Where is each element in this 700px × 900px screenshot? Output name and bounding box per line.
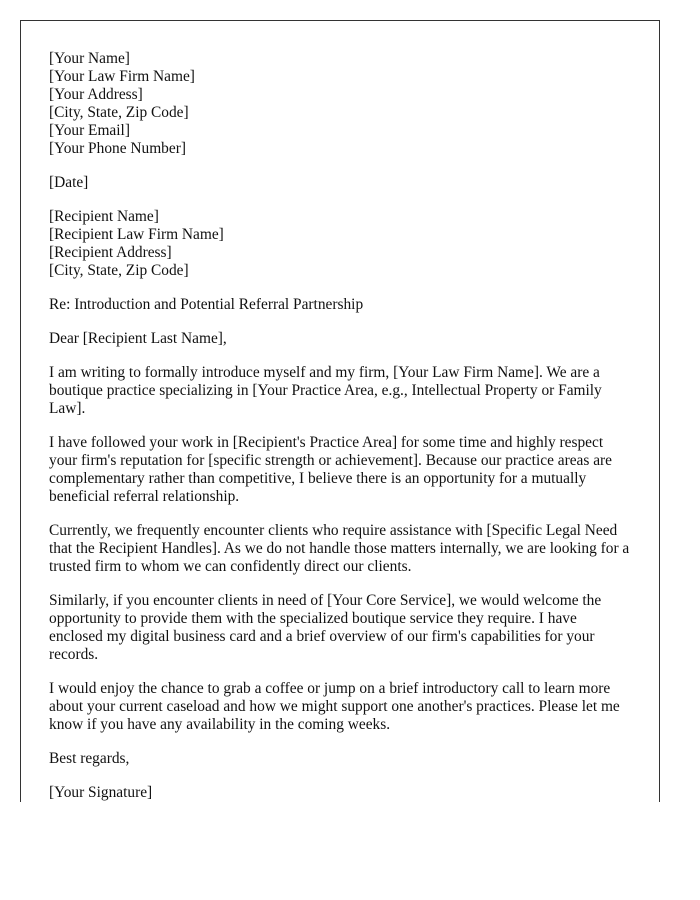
recipient-address: [Recipient Address]: [49, 244, 172, 261]
recipient-city-state-zip: [City, State, Zip Code]: [49, 262, 189, 279]
body-paragraph-respect: I have followed your work in [Recipient's Practice Area] for some time and highly respect your firm's reputation for [specific strength or achievement]. Because our practice areas are complementary rather than competitive, I believe there is an opportunity for a mutually beneficial referral relationship.: [49, 434, 612, 505]
sender-phone: [Your Phone Number]: [49, 140, 186, 157]
body-paragraph-introduction: I am writing to formally introduce myself and my firm, [Your Law Firm Name]. We are a boutique practice specializing in [Your Practice Area, e.g., Intellectual Property or Family Law].: [49, 364, 602, 417]
recipient-block: [49, 208, 633, 280]
sender-name: [Your Name]: [49, 50, 130, 67]
sender-city-state-zip: [City, State, Zip Code]: [49, 104, 189, 121]
signature: [Your Signature]: [49, 784, 153, 801]
body-paragraph-reciprocal-offer: Similarly, if you encounter clients in need of [Your Core Service], we would welcome the opportunity to provide them with the specialized boutique service they require. I have enclosed my digital business card and a brief overview of our firm's capabilities for your records.: [49, 592, 602, 663]
sender-address: [Your Address]: [49, 86, 143, 103]
sender-block: [49, 50, 633, 158]
sender-email: [Your Email]: [49, 122, 130, 139]
body-paragraph-referral-need: Currently, we frequently encounter clients who require assistance with [Specific Legal Need that the Recipient Handles]. As we do not handle those matters internally, we are looking for a trusted firm to whom we can confidently direct our clients.: [49, 522, 630, 575]
recipient-name: [Recipient Name]: [49, 208, 159, 225]
letter-content: [49, 50, 633, 802]
closing: Best regards,: [49, 750, 130, 767]
sender-firm: [Your Law Firm Name]: [49, 68, 195, 85]
subject-line: Re: Introduction and Potential Referral Partnership: [49, 296, 364, 313]
letter-date: [Date]: [49, 174, 89, 191]
letter-page: [20, 20, 660, 802]
salutation: Dear [Recipient Last Name],: [49, 330, 227, 347]
body-paragraph-call-to-action: I would enjoy the chance to grab a coffee or jump on a brief introductory call to learn more about your current caseload and how we might support one another's practices. Please let me know if you have any availability in the coming weeks.: [49, 680, 620, 733]
recipient-firm: [Recipient Law Firm Name]: [49, 226, 224, 243]
